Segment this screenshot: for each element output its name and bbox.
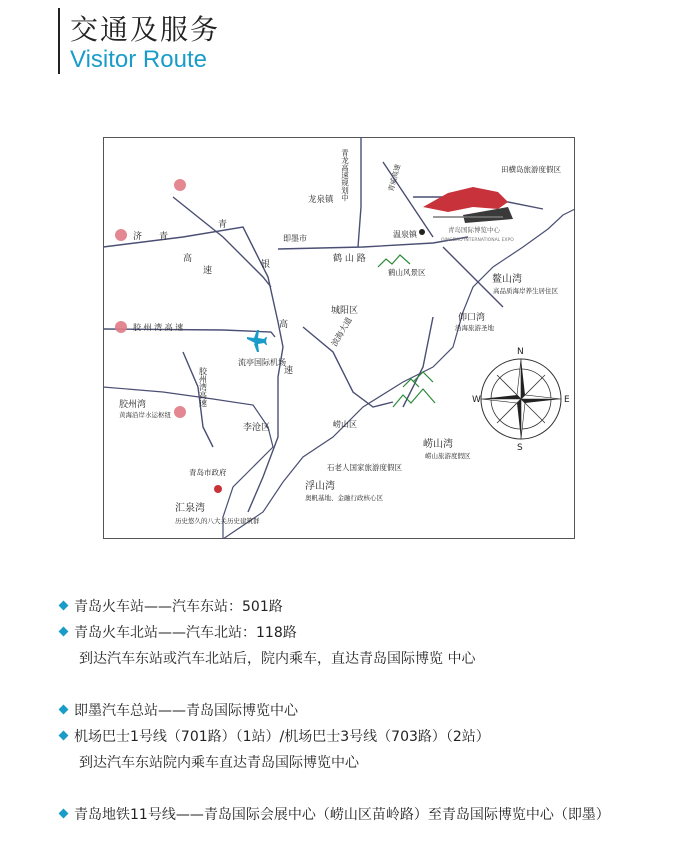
bullet-icon [59, 731, 69, 741]
label-jiaozhouwan-sub: 黄海沿岸水运枢纽 [119, 411, 171, 419]
label-aoshan: 鳌山湾 [492, 274, 522, 285]
label-airport: 流亭国际机场 [238, 358, 286, 367]
label-laoshan-dist: 崂山区 [333, 420, 357, 429]
map-dot-3 [115, 321, 127, 333]
label-shilaoren: 石老人国家旅游度假区 [327, 463, 402, 472]
compass-s: S [517, 443, 523, 453]
compass-rose [481, 359, 561, 439]
label-longquan: 龙泉镇 [308, 195, 334, 205]
label-qingwei: 青威高速 [387, 163, 403, 193]
page-title: 交通及服务 [70, 13, 221, 46]
route-item [60, 804, 610, 824]
map-dot-1 [174, 179, 186, 191]
route-text: 青岛地铁11号线——青岛国际会展中心（崂山区苗岭路）至青岛国际博览中心（即墨） [74, 807, 610, 823]
label-su: 速 [203, 266, 213, 276]
map-dot-2 [115, 229, 127, 241]
route-note [79, 752, 359, 772]
label-laoshanwan: 崂山湾 [423, 439, 453, 450]
label-venue-cn: 青岛国际博览中心 [448, 226, 500, 234]
label-fushan-sub: 奥帆基地、金融行政核心区 [305, 494, 383, 502]
label-qing2: 青 [218, 220, 228, 230]
label-jz-gs: 胶州湾高速 [198, 367, 208, 407]
compass-n: N [517, 347, 524, 357]
government-marker [214, 485, 222, 493]
label-qinglong: 青龙高速规划中 [340, 149, 350, 202]
route-text: 青岛火车北站——汽车北站：118路 [74, 625, 297, 641]
label-huiquan: 汇泉湾 [175, 503, 205, 514]
label-venue-en: QINGDAO INTERNATIONAL EXPO [441, 238, 514, 243]
bullet-icon [59, 627, 69, 637]
route-text: 青岛火车站——汽车东站：501路 [74, 599, 283, 615]
label-gao: 高 [183, 254, 193, 264]
route-item [60, 700, 298, 720]
label-heshan-road: 鹤 山 路 [333, 254, 366, 264]
label-govt: 青岛市政府 [189, 468, 227, 477]
route-item [60, 622, 297, 642]
route-item [60, 726, 490, 746]
route-text: 到达汽车东站或汽车北站后，院内乘车，直达青岛国际博览 中心 [79, 651, 476, 667]
bullet-icon [59, 601, 69, 611]
route-text: 即墨汽车总站——青岛国际博览中心 [74, 703, 298, 719]
label-laoshanwan-sub: 崂山旅游度假区 [425, 452, 471, 460]
label-yin: 银 [261, 260, 271, 270]
label-chengyang: 城阳区 [331, 306, 359, 316]
label-huiquan-sub: 历史悠久的八大关历史建筑群 [175, 517, 260, 525]
label-tianheng: 田横岛旅游度假区 [501, 165, 561, 174]
label-gao2: 高 [279, 320, 289, 330]
route-text: 机场巴士1号线（701路）（1站）/机场巴士3号线（703路）（2站） [74, 729, 490, 745]
route-note [79, 648, 475, 668]
label-jiaozhouwan: 胶州湾 [119, 400, 147, 410]
compass-e: E [564, 395, 570, 405]
bullet-icon [59, 705, 69, 715]
label-ji: 济 [133, 232, 143, 242]
route-text: 到达汽车东站院内乘车直达青岛国际博览中心 [79, 755, 359, 771]
route-item [60, 596, 283, 616]
label-heshan-area: 鹤山风景区 [388, 268, 426, 277]
label-jiaozhouwan-hw: 胶 州 湾 高 速 [133, 323, 184, 332]
map-dot-4 [174, 406, 186, 418]
label-yangkou-sub: 沿海旅游圣地 [455, 324, 494, 332]
label-wenquan: 温泉镇 [393, 230, 417, 239]
label-aoshan-sub: 高品质海岸养生居住区 [493, 287, 558, 295]
label-su2: 速 [284, 366, 294, 376]
label-fushan: 浮山湾 [305, 481, 335, 492]
label-qing: 青 [159, 232, 169, 242]
label-jimo: 即墨市 [283, 234, 307, 243]
page-subtitle: Visitor Route [70, 46, 207, 73]
bullet-icon [59, 809, 69, 819]
route-map [103, 137, 575, 539]
title-divider [58, 8, 60, 74]
label-binhai: 滨海大道 [329, 315, 354, 348]
label-licang: 李沧区 [243, 423, 271, 433]
wenquan-marker [419, 229, 425, 235]
compass-w: W [472, 395, 481, 405]
label-yangkou: 仰口湾 [458, 313, 486, 323]
